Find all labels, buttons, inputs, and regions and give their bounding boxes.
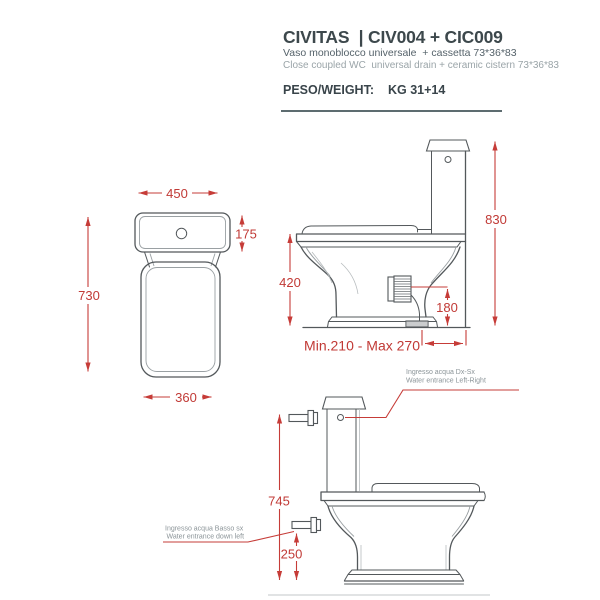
weight-value: KG 31+14 xyxy=(387,83,446,97)
note-bottom-inlet-italian: Ingresso acqua Basso sx xyxy=(165,525,244,533)
dim-front-cistern-width: 450 xyxy=(166,186,188,201)
installation-view xyxy=(163,369,519,595)
note-bottom-inlet-english: Water entrance down left xyxy=(166,533,245,541)
dim-side-bowl-height: 420 xyxy=(279,275,301,290)
subtitle-italian: Vaso monoblocco universale + cassetta 73*36*83 xyxy=(283,47,517,59)
front-view xyxy=(78,186,260,405)
note-side-inlet-italian: Ingresso acqua Dx-Sx xyxy=(406,369,475,376)
dim-side-total-height: 830 xyxy=(485,212,507,227)
page-title: CIVITAS | CIV004 + CIC009 xyxy=(283,27,503,47)
dim-side-drain-range: Min.210 - Max 270 xyxy=(304,337,420,354)
dim-front-cistern-height: 175 xyxy=(235,226,257,242)
subtitle-english: Close coupled WC universal drain + ceramic cistern 73*36*83 xyxy=(283,60,559,71)
note-side-inlet-english: Water entrance Left-Right xyxy=(406,377,486,385)
dim-front-base-width: 360 xyxy=(175,390,197,405)
dim-install-side-inlet-height: 745 xyxy=(268,493,290,509)
side-view xyxy=(276,140,507,354)
dim-front-total-height: 730 xyxy=(78,288,100,303)
weight-label: PESO/WEIGHT: xyxy=(283,83,374,97)
dim-install-bottom-inlet-height: 250 xyxy=(280,546,303,562)
dim-side-drain-height: 180 xyxy=(436,300,458,315)
